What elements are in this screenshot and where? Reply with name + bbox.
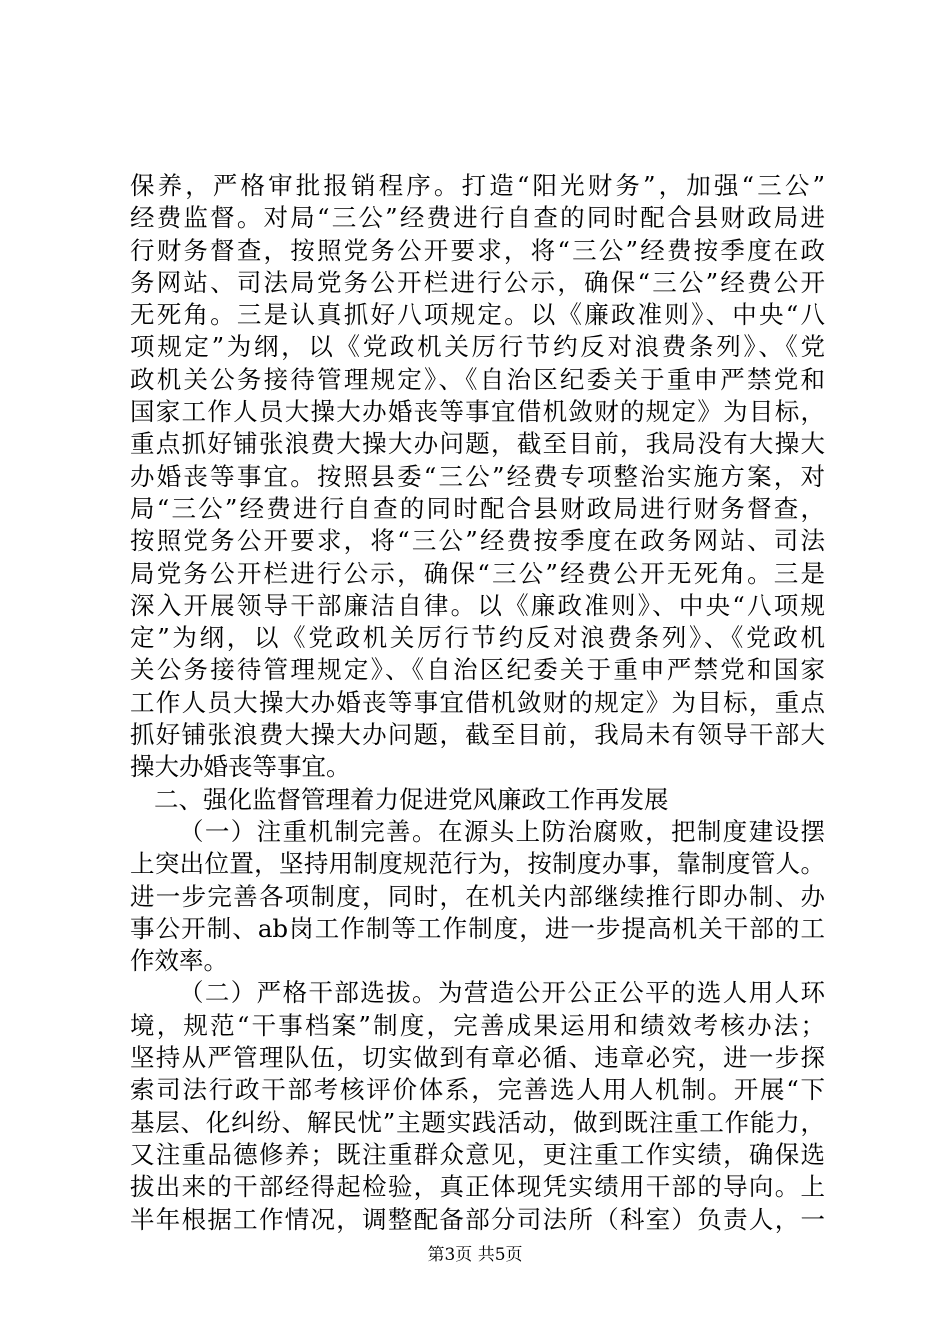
text-line: 操大办婚丧等事宜。 xyxy=(130,752,351,782)
text-line: 无死角。三是认真抓好八项规定。以《廉政准则》、中央“八 xyxy=(130,300,825,330)
text-line: 工作人员大操大办婚丧等事宜借机敛财的规定》为目标，重点 xyxy=(130,687,825,717)
body-text xyxy=(130,170,825,1236)
text-line: 保养，严格审批报销程序。打造“阳光财务”，加强“三公” xyxy=(130,171,825,200)
text-line: 办婚丧等事宜。按照县委“三公”经费专项整治实施方案，对 xyxy=(130,461,825,491)
text-line: 作效率。 xyxy=(130,946,228,976)
text-line: 深入开展领导干部廉洁自律。以《廉政准则》、中央“八项规 xyxy=(130,590,825,620)
text-line: 拔出来的干部经得起检验，真正体现凭实绩用干部的导向。上 xyxy=(130,1172,825,1202)
text-line: 事公开制、ab岗工作制等工作制度，进一步提高机关干部的工 xyxy=(130,913,825,943)
text-line: 基层、化纠纷、解民忧”主题实践活动，做到既注重工作能力， xyxy=(130,1107,825,1137)
text-line: 按照党务公开要求，将“三公”经费按季度在政务网站、司法 xyxy=(130,526,825,556)
text-line: 重点抓好铺张浪费大操大办问题，截至目前，我局没有大操大 xyxy=(130,429,825,459)
text-line: 关公务接待管理规定》、《自治区纪委关于重申严禁党和国家 xyxy=(130,655,825,685)
text-line: 局党务公开栏进行公示，确保“三公”经费公开无死角。三是 xyxy=(130,558,825,588)
text-line: 务网站、司法局党务公开栏进行公示，确保“三公”经费公开 xyxy=(130,267,825,297)
text-line: 进一步完善各项制度，同时，在机关内部继续推行即办制、办 xyxy=(130,881,825,911)
text-line: 项规定”为纲，以《党政机关厉行节约反对浪费条列》、《党 xyxy=(130,332,825,362)
page-footer: 第3页 共5页 xyxy=(427,1245,523,1265)
text-line: （二）严格干部选拔。为营造公开公正公平的选人用人环 xyxy=(179,978,825,1008)
text-line: 局“三公”经费进行自查的同时配合县财政局进行财务督查， xyxy=(130,493,825,523)
text-line: 定”为纲，以《党政机关厉行节约反对浪费条列》、《党政机 xyxy=(130,623,825,653)
text-line: 经费监督。对局“三公”经费进行自查的同时配合县财政局进 xyxy=(130,203,825,233)
section-heading: 二、强化监督管理着力促进党风廉政工作再发展 xyxy=(154,784,669,814)
text-line: 半年根据工作情况，调整配备部分司法所（科室）负责人，一 xyxy=(130,1204,825,1234)
text-line: 抓好铺张浪费大操大办问题，截至目前，我局未有领导干部大 xyxy=(130,720,825,750)
text-line: 又注重品德修养；既注重群众意见，更注重工作实绩，确保选 xyxy=(130,1139,825,1169)
text-line: 境，规范“干事档案”制度，完善成果运用和绩效考核办法； xyxy=(130,1010,825,1040)
text-line: （一）注重机制完善。在源头上防治腐败，把制度建设摆 xyxy=(179,816,825,846)
text-line: 上突出位置，坚持用制度规范行为，按制度办事，靠制度管人。 xyxy=(130,849,825,879)
text-line: 坚持从严管理队伍，切实做到有章必循、违章必究，进一步探 xyxy=(130,1043,825,1073)
text-line: 政机关公务接待管理规定》、《自治区纪委关于重申严禁党和 xyxy=(130,364,825,394)
text-line: 国家工作人员大操大办婚丧等事宜借机敛财的规定》为目标， xyxy=(130,397,825,427)
text-line: 索司法行政干部考核评价体系，完善选人用人机制。开展“下 xyxy=(130,1075,825,1105)
text-line: 行财务督查，按照党务公开要求，将“三公”经费按季度在政 xyxy=(130,235,825,265)
